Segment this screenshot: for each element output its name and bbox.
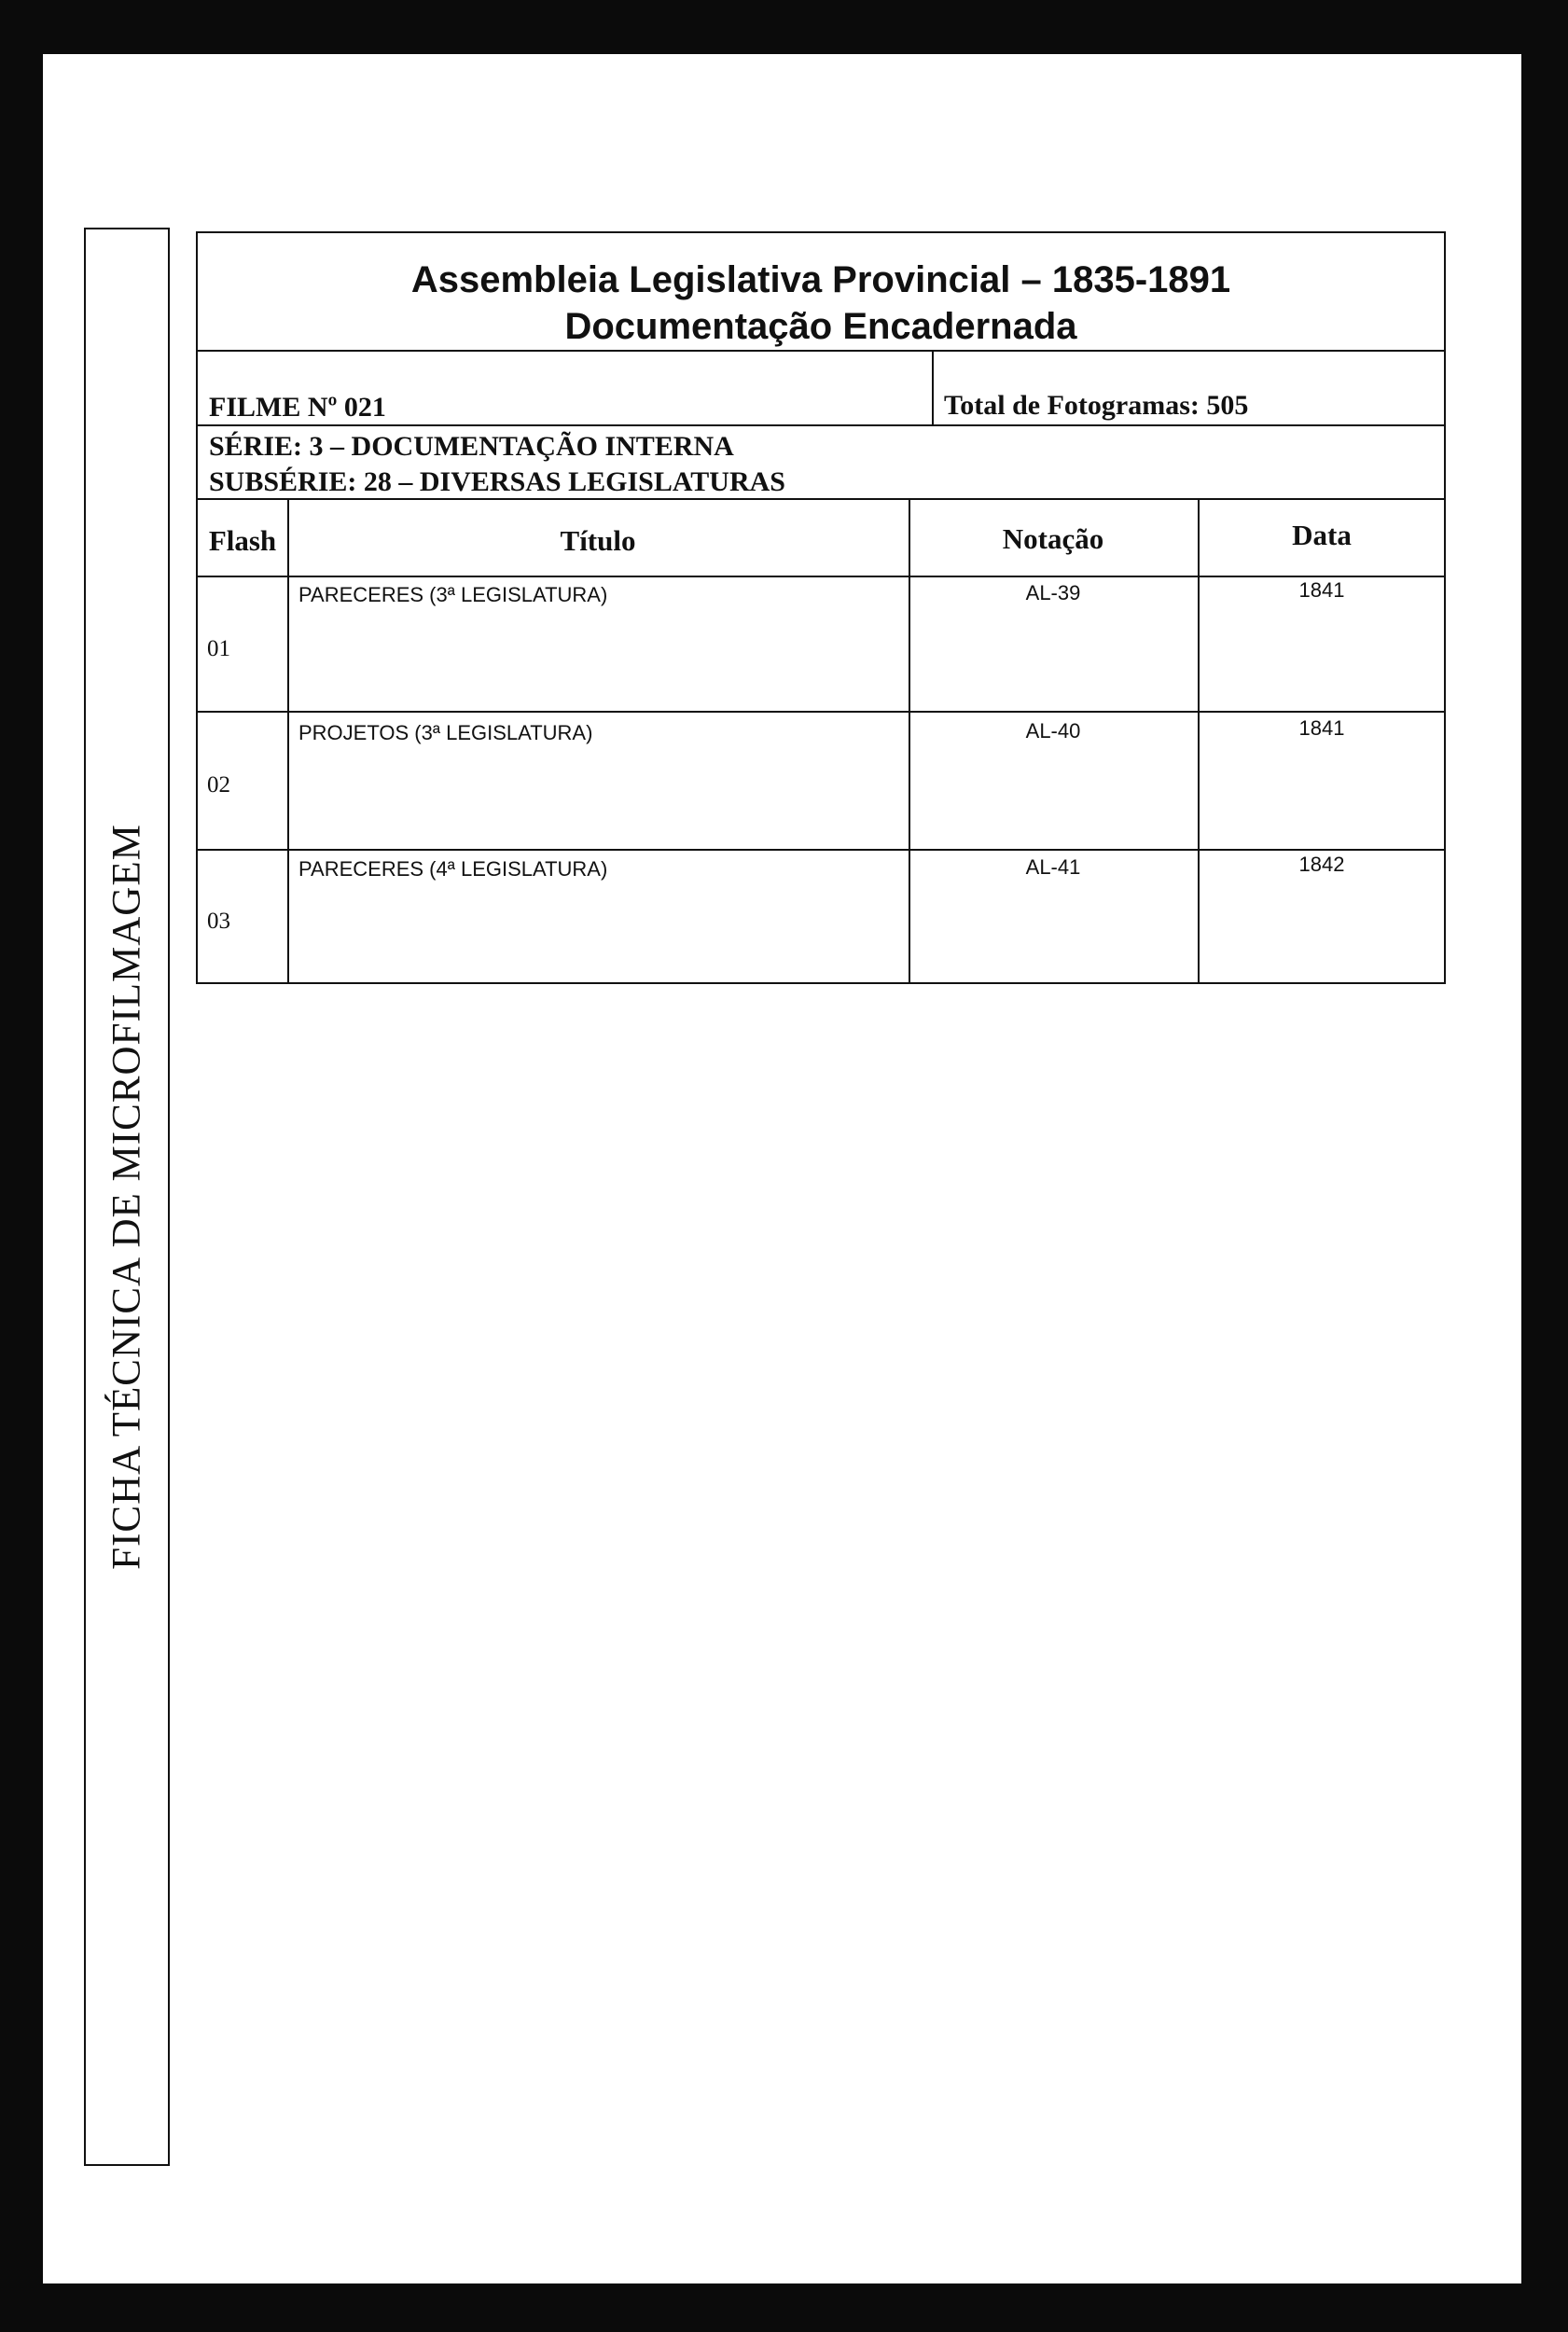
rule-header-bottom: [198, 350, 1444, 352]
row-1-notacao: AL-39: [1025, 581, 1081, 604]
row-1-titulo: PARECERES (3ª LEGISLATURA): [298, 583, 608, 606]
row-3-data: 1842: [1298, 853, 1345, 876]
total-frames: Total de Fotogramas: 505: [944, 390, 1249, 421]
col-header-titulo: Título: [560, 524, 636, 557]
header-title: [198, 259, 1444, 301]
row-3-notacao: AL-41: [1025, 855, 1081, 879]
rule-row-2-bottom: [198, 849, 1444, 851]
header-subtitle: Documentação Encadernada: [564, 306, 1077, 347]
col-header-data: Data: [1292, 519, 1352, 551]
row-1-data: 1841: [1298, 578, 1345, 602]
col-header-notacao: Notação: [1002, 522, 1104, 555]
rule-series-bottom: [198, 498, 1444, 500]
col-divider-1: [287, 498, 289, 984]
header-title-prefix: Assembleia Legislativa Provincial –: [410, 259, 1052, 300]
header-title-years: 1835-1891: [1051, 259, 1231, 300]
subserie-label: SUBSÉRIE: 28 – DIVERSAS LEGISLATURAS: [209, 466, 785, 497]
row-2-data: 1841: [1298, 716, 1345, 740]
film-number: FILME Nº 021: [209, 392, 386, 423]
row-3-flash: 03: [207, 909, 230, 934]
col-divider-3: [1198, 498, 1200, 984]
rule-film-split: [932, 350, 934, 424]
rule-table-header-bottom: [198, 576, 1444, 577]
row-1-flash: 01: [207, 636, 230, 661]
sidebar-label-box: [84, 228, 170, 2166]
serie-label: SÉRIE: 3 – DOCUMENTAÇÃO INTERNA: [209, 431, 734, 462]
rule-film-bottom: [198, 424, 1444, 426]
col-header-flash: Flash: [208, 524, 277, 557]
row-2-notacao: AL-40: [1025, 719, 1081, 743]
row-2-flash: 02: [207, 772, 230, 798]
record-sheet: [196, 231, 1446, 984]
row-3-titulo: PARECERES (4ª LEGISLATURA): [298, 857, 608, 881]
row-2-titulo: PROJETOS (3ª LEGISLATURA): [298, 721, 593, 744]
sidebar-label: FICHA TÉCNICA DE MICROFILMAGEM: [104, 824, 149, 1570]
rule-row-1-bottom: [198, 711, 1444, 713]
